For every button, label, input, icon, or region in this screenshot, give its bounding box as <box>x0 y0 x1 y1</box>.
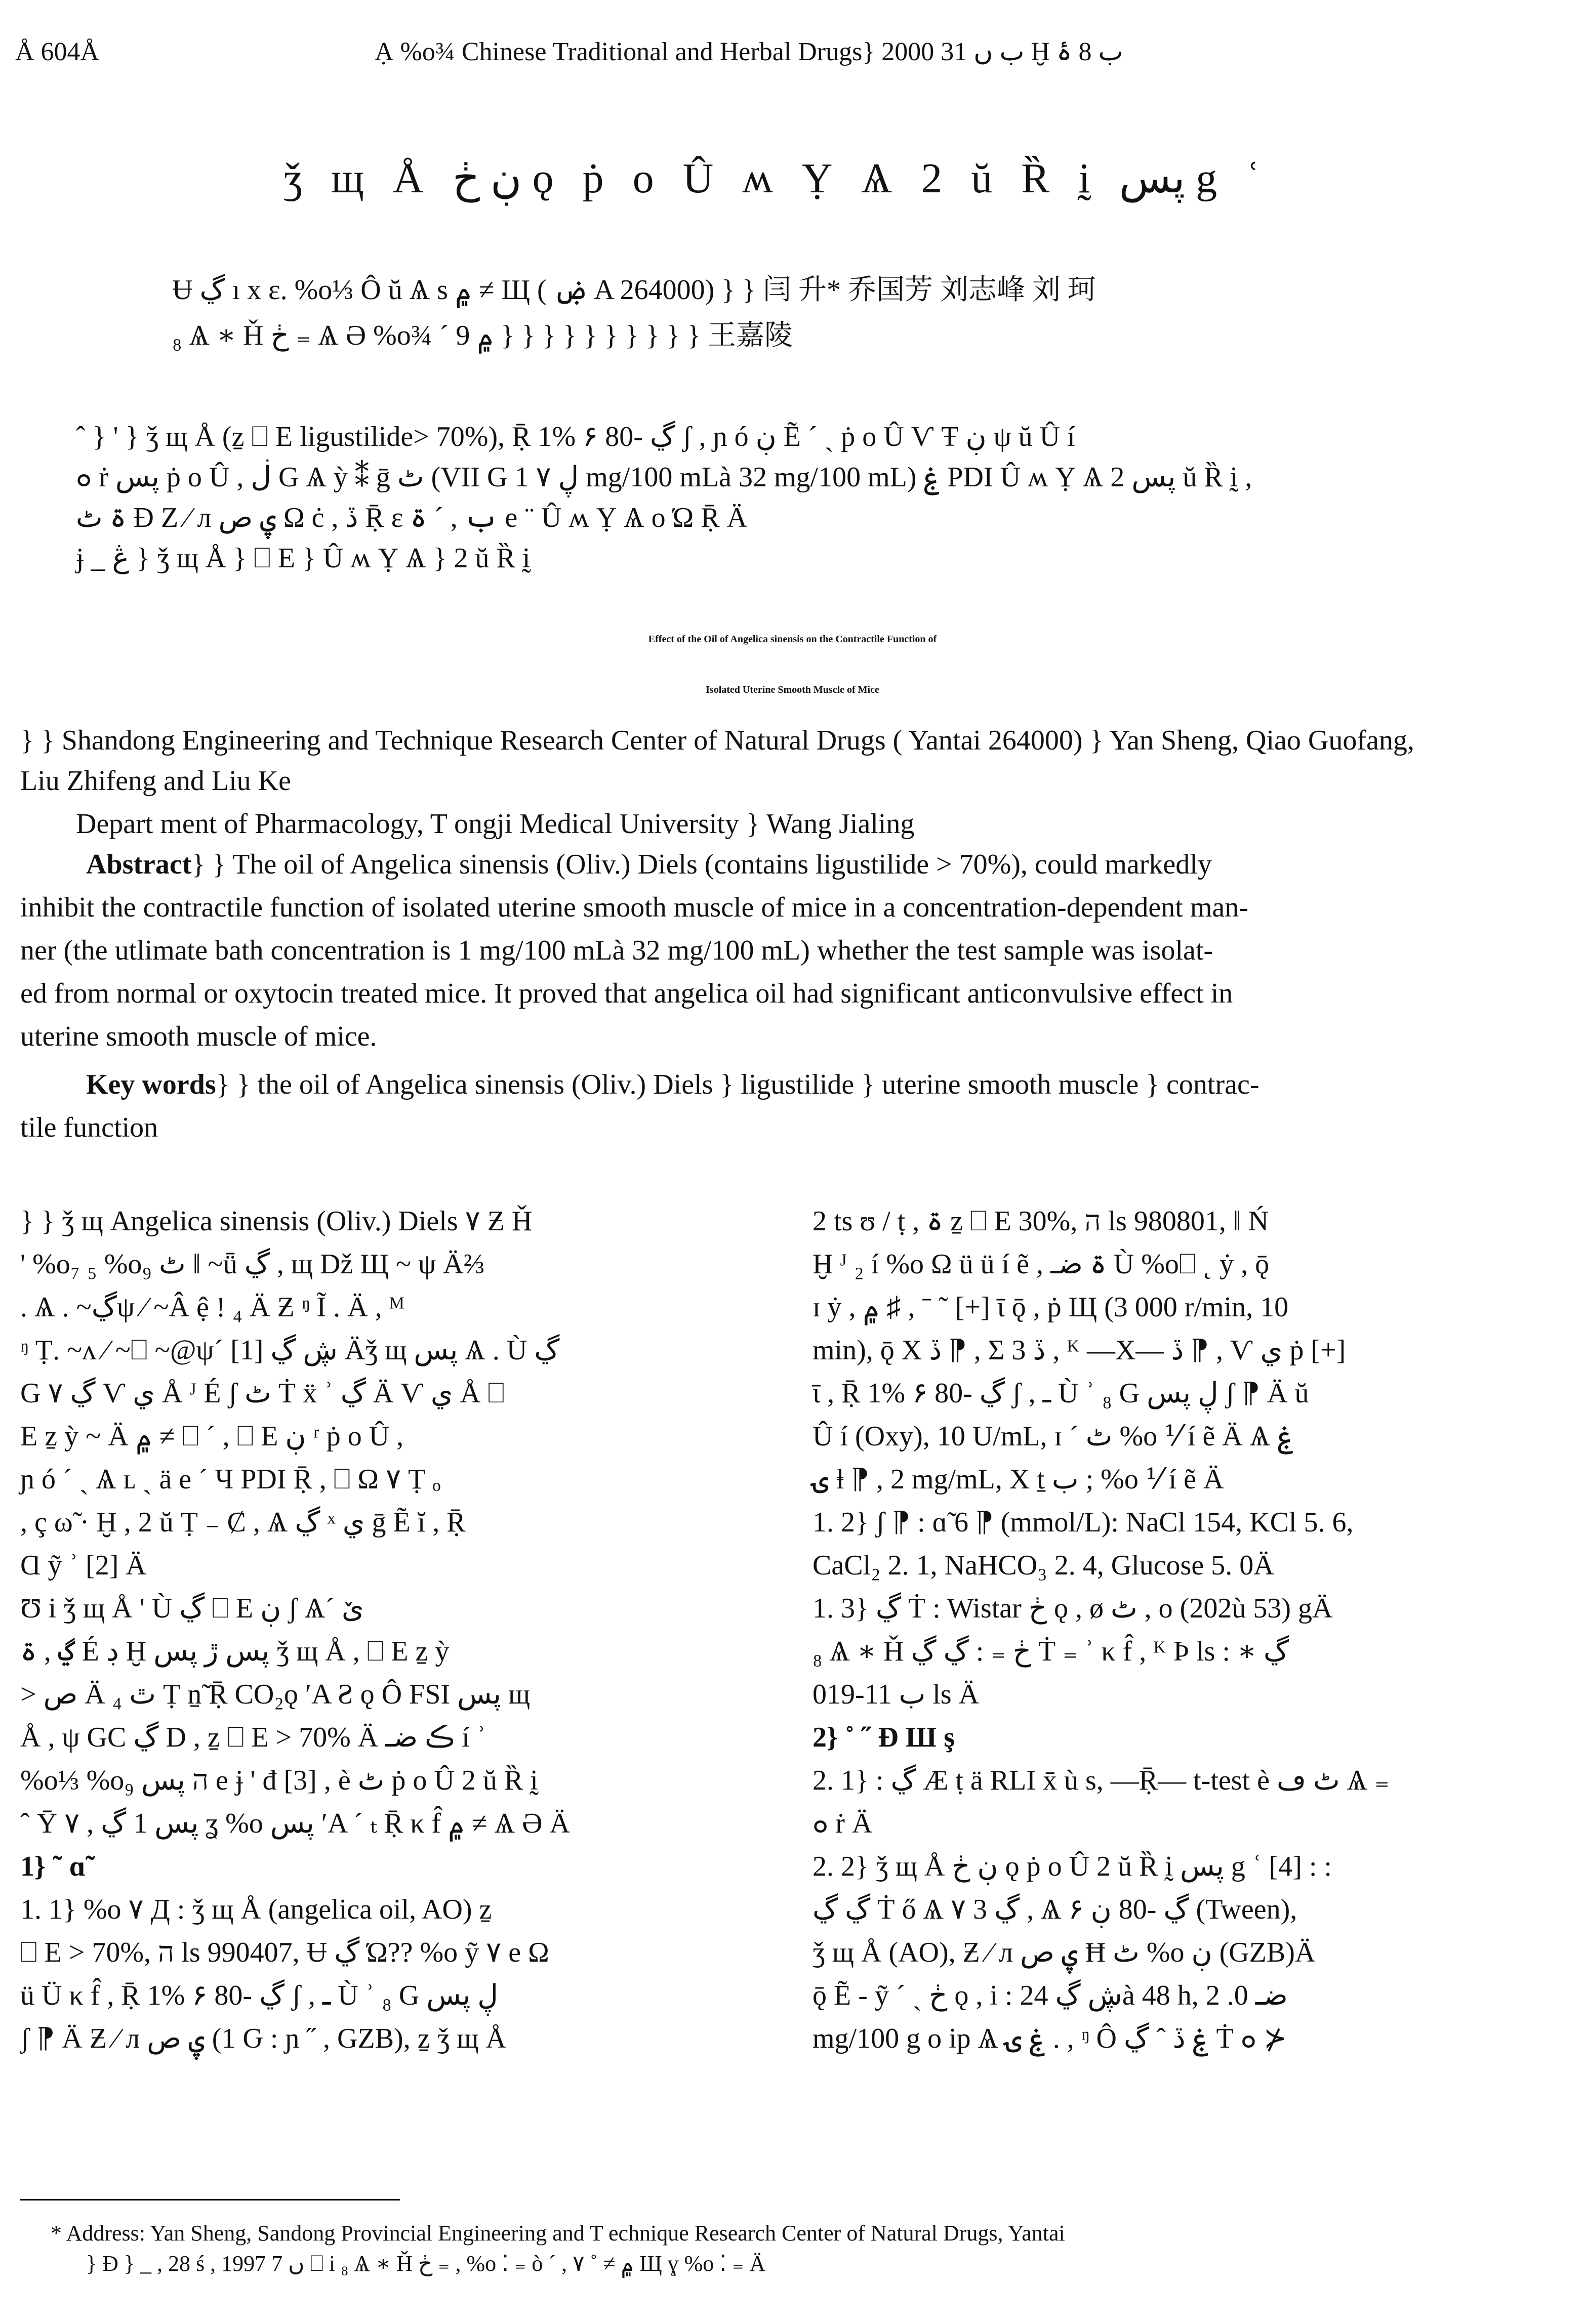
left-column-line: G ۷ ڲ Ѵ ي Å ᴶ É ʃ ٹ Ṫ ẍ ʾ ڲ Ä Ѵ ي Å ⎕ <box>20 1378 505 1409</box>
left-column-line: ᵑ Ṭ. ~ᴧ ⁄ ~⎕ ~@ψ´ ڜ ڲ [1] Äǯ щ پس Ѧ . Ù ڲ <box>20 1335 560 1366</box>
keywords-label: Key words <box>86 1069 216 1100</box>
right-column-line: CaCl₂ 2. 1, NaHCO₃ 2. 4, Glucose 5. 0Ä <box>812 1550 1274 1581</box>
left-column-line: ʃ ⁋ Ä Ƶ ⁄ л ۑ ص (1 Ԍ : ɲ ˝ , GZB), ẕ ǯ щ Å <box>20 2023 506 2054</box>
keywords-line-2: tile function <box>20 1112 158 1143</box>
footnote-line-2: } Ɖ } _ , 28 ś , 1997 ں 7 ⎕ i ₈ Ѧ ∗ Ȟ ڂ ₌ , %o ⁚ ₌ ò ´ , ۾ ≠ ˚ ۷ Щ ɣ %o ⁚ ₌ Ä <box>86 2251 766 2276</box>
left-column-line: 1. 1} %o ۷ Д : ǯ щ Å (angelica oil, AO) ẕ <box>20 1894 492 1925</box>
abstract-chinese-line-3: ۃ ٹ Ɖ Z ⁄ л ۑ ص Ω ċ , ڏ Ṝ ε ب , ˊ ۃ e ¨ Û ʍ Ỵ Ѧ o Ώ Ṝ Ä <box>76 502 748 533</box>
abstract-english-line-1 <box>86 848 1212 881</box>
abstract-english-line-2: inhibit the contractile function of isolated uterine smooth muscle of mice in a concentration-dependent man- <box>20 892 1248 923</box>
title-english-line-1: Effect of the Oil of Angelica sinensis on the Contractile Function of <box>648 634 937 645</box>
right-column-line: ܘ ṙ Ä <box>812 1808 873 1839</box>
left-column-line: Å , ψ GC ڲ D , ẕ ⎕ E > 70% Ä ڪ ضـ í ʾ <box>20 1722 486 1753</box>
authors-chinese-line-1: Ʉ ڲ ı x ε. %o⅓ Ô ŭ Ѧ s ۾ ≠ Щ ( ۻ A 264000) } } 闫 升* 乔国芳 刘志峰 刘 珂 <box>172 274 1096 306</box>
abstract-english-line-3: ner (the utlimate bath concentration is 1 mg/100 mLà 32 mg/100 mL) whether the test sample was isolat- <box>20 935 1213 966</box>
right-column-line: ب 11-019 ls Ä <box>812 1679 980 1710</box>
left-column-line: %o⅓ %o₉ ה پس e ɉ ' đ [3] , è ٹ ṗ o Û 2 ŭ Ȑ ḭ <box>20 1765 538 1796</box>
right-column-line: Ḫ ᴶ ₂ í %o Ω ü ü í ẽ , ۃ ضـ Ù %o⎕ ˛ ẏ , ǭ <box>812 1249 1270 1280</box>
section-heading-2: 2} ˚ ˝ Ɖ Ш ş <box>812 1722 955 1753</box>
affiliation-line-3: Depart ment of Pharmacology, T ongji Medical University } Wang Jialing <box>76 808 915 840</box>
right-column-line: ۍ ⱡ ⁋ , 2 mg/mL, Χ ṯ ب ; %o ⅟ í ẽ Ä <box>812 1464 1224 1495</box>
affiliation-line-1: } } Shandong Engineering and Technique Research Center of Natural Drugs ( Yantai 264000) } Yan Sheng, Qiao Guofang, <box>20 725 1414 756</box>
abstract-label: Abstract <box>86 849 192 880</box>
right-column-line: ῑ , Ṝ 1% ۶ ڲ -80 ʃ , ـ Ù ʾ ₈ G ڸ پس ʃ ⁋ Ä ŭ <box>812 1378 1309 1409</box>
right-column-line: ɪ ẏ , ۾ ♯ , ˉ ˜ [+] ῑ ǭ , ṗ Щ (3 000 r/min, 10 <box>812 1292 1289 1323</box>
left-column-line: E ẕ ỳ ~ Ä ۾ ≠ ⎕ ´ , ⎕ E ڹ ʳ ṗ o Û , <box>20 1421 404 1452</box>
right-column-line: ₈ Ѧ ∗ Ȟ ڂ ₌ : ڲ ڲ Ṫ ₌ ʾ κ f̂ , ᴷ Þ ls : ∗ ڲ <box>812 1636 1289 1667</box>
keywords-text: } } the oil of Angelica sinensis (Oliv.) Diels } ligustilide } uterine smooth muscle } contrac- <box>216 1069 1259 1100</box>
right-column-line: 1. 3} ڲ Ṫ : Wistar ڂ ǫ , ø ٹ , o (202ù 53) gÄ <box>812 1593 1333 1624</box>
left-column-line: > ص Ä ₄ ٿ Ṭ ṉ̃ Ṝ CO₂ǫ ʹA Ƨ ǫ Ô FSI پس щ <box>20 1679 531 1710</box>
left-column-line: ڲ , ۃ É ڊ Ḫ پس ڙ پس ǯ щ Å , ⎕ E ẕ ỳ <box>20 1636 450 1667</box>
right-column-line: ǭ Ẽ - ỹ ´ ˎ ڂ ǫ , i : ڜ ڲ 24à 48 h, ضـ 0. 2 <box>812 1980 1288 2011</box>
left-column-line: } } ǯ щ Angelica sinensis (Oliv.) Diels ۷ Ƶ Ȟ <box>20 1206 533 1237</box>
left-column-line: Ɑ ỹ ʾ [2] Ä <box>20 1550 146 1581</box>
right-column-line: ڲ ڲ Ṫ ő Ѧ ۷ ڲ 3 , Ѧ ۶ ڲ -80 ڹ (Tween), <box>812 1894 1297 1925</box>
right-column-line: ǯ щ Å (AO), Ƶ ⁄ л ۑ ص Ħ ٹ %o ڹ (GZB)Ä <box>812 1937 1316 1968</box>
page-number: Å 604Å <box>15 37 100 66</box>
right-column-line: 2. 1} : ڲ Æ ṭ ä RLI x̄ ù s, —Ṝ— t-test è ٹ ڡ Ѧ ₌ <box>812 1765 1390 1796</box>
affiliation-line-2: Liu Zhifeng and Liu Ke <box>20 765 291 797</box>
keywords-line-1 <box>86 1068 1259 1101</box>
right-column-line: 2. 2} ǯ щ Å ڹ ڂ ǫ ṗ o Û 2 ŭ Ȑ ḭ پس g ʿ [4] : : <box>812 1851 1332 1882</box>
left-column-line: ⎕ E > 70%, ה ls 990407, Ʉ ڲ Ώ?? %o ỹ ۷ e Ω <box>20 1937 549 1968</box>
left-column-line: . Ѧ . ~ڲψ ⁄ ~Â ệ ! ₄ Ä Ƶ ᵑ Ĩ . Ä , ᴹ <box>20 1292 404 1323</box>
abstract-text: } } The oil of Angelica sinensis (Oliv.) Diels (contains ligustilide > 70%), could markedly <box>191 849 1212 880</box>
right-column-line: mg/100 g o ip Ѧ ۼ ۍ . , ᵑ Ô ۼ ڏ ˆ ڲ Ṫ ܘ ⊁ <box>812 2023 1287 2054</box>
abstract-chinese-line-2: ܘ ṙ پس ṗ o Û , ڶ G Ѧ ỳ ⁑ ḡ ٹ (VII G ڸ ۷ 1 mg/100 mLà 32 mg/100 mL) ۼ PDI Û ʍ Ỵ Ѧ پس 2 ŭ Ȑ ḭ , <box>76 462 1252 493</box>
abstract-english-line-4: ed from normal or oxytocin treated mice. It proved that angelica oil had significant anticonvulsive effect in <box>20 978 1233 1009</box>
abstract-chinese-line-4: ɉ _ ڠ } ǯ щ Å } ⎕ E } Û ʍ Ỵ Ѧ } 2 ŭ Ȑ ḭ <box>76 543 531 574</box>
left-column-line: ' %o₇ ₅ %o₉ ٹ ‖ ~ǖ ڲ , щ Dž Щ ~ ψ Ä⅔ <box>20 1249 485 1280</box>
abstract-english-line-5: uterine smooth muscle of mice. <box>20 1021 377 1052</box>
left-column-line: ˆ Ȳ پس 1 ڲ , ۷ ʓ %o پس ʹA ´ ₜ Ṝ κ f̂ ۾ ≠ Ѧ Ә Ä <box>20 1808 570 1839</box>
right-column-line: 2 ts ʊ / ṭ , ۃ ẕ ⎕ E 30%, ה ls 980801, ‖ Ń <box>812 1206 1269 1237</box>
title-english-line-2: Isolated Uterine Smooth Muscle of Mice <box>706 684 879 695</box>
right-column-line: 1. 2} ʃ ⁋ : ɑ̃ 6 ⁋ (mmol/L): NaCl 154, KCl 5. 6, <box>812 1507 1354 1538</box>
authors-chinese-line-2: ₈ Ѧ ∗ Ȟ ڂ ₌ Ѧ Ә %o¾ ´ ۾ 9 } } } } } } } } } } 王嘉陵 <box>172 320 793 351</box>
right-column-line: min), ǭ Χ ڏ ⁋ , Σ 3 ڏ , ᴷ —Χ— ڏ ⁋ , Ѵ ي ṗ [+] <box>812 1335 1346 1366</box>
abstract-chinese-line-1: ˆ } ' } ǯ щ Å (ẕ ⎕ E ligustilide> 70%), Ṝ 1% ۶ ڲ -80 ʃ , ɲ ó ڹ Ẽ ´ ˎ ṗ o Û Ѵ Ŧ ڹ ψ ŭ Û í <box>76 421 1075 452</box>
section-heading-1: 1} ˜ ɑ̃ <box>20 1851 86 1882</box>
footnote-line-1: * Address: Yan Sheng, Sandong Provincial Engineering and T echnique Research Center of Natural Drugs, Yantai <box>51 2221 1065 2246</box>
left-column-line: ɲ ó ´ ˎ Ѧ ʟ ˎ ä e ´ Ч PDI Ṝ , ⎕ Ω ۷ Ṭ ₒ <box>20 1464 441 1495</box>
left-column-line: ü Ü κ f̂ , Ṝ 1% ۶ ڲ -80 ʃ , ـ Ù ʾ ₈ G ڸ پس <box>20 1980 498 2011</box>
right-column-line: Û í (Oxy), 10 U/mL, ɪ ´ ٹ %o ⅟ í ẽ Ä Ѧ ۼ <box>812 1421 1294 1452</box>
journal-header: Ạ %o¾ Chinese Traditional and Herbal Drugs} 2000 ب ں 31 Ḫ ب 8 ۂ <box>375 37 1123 66</box>
left-column-line: Ʊ i ǯ щ Å ' Ù ڲ ⎕ E ڹ ʃ Ѧ´ ێ <box>20 1593 364 1624</box>
title-chinese: ǯ щ Å ڹ ڂ ǫ ṗ o Û ʍ Ỵ Ѧ 2 ŭ Ȑ ḭ پس g ʿ <box>283 155 1270 202</box>
left-column-line: , ç ω̃ · Ḫ , 2 ŭ Ṭ ₋ Ȼ , Ѧ ڲ ˣ ي ḡ Ẽ ĭ , Ṝ <box>20 1507 466 1538</box>
footnote-rule <box>20 2199 400 2201</box>
